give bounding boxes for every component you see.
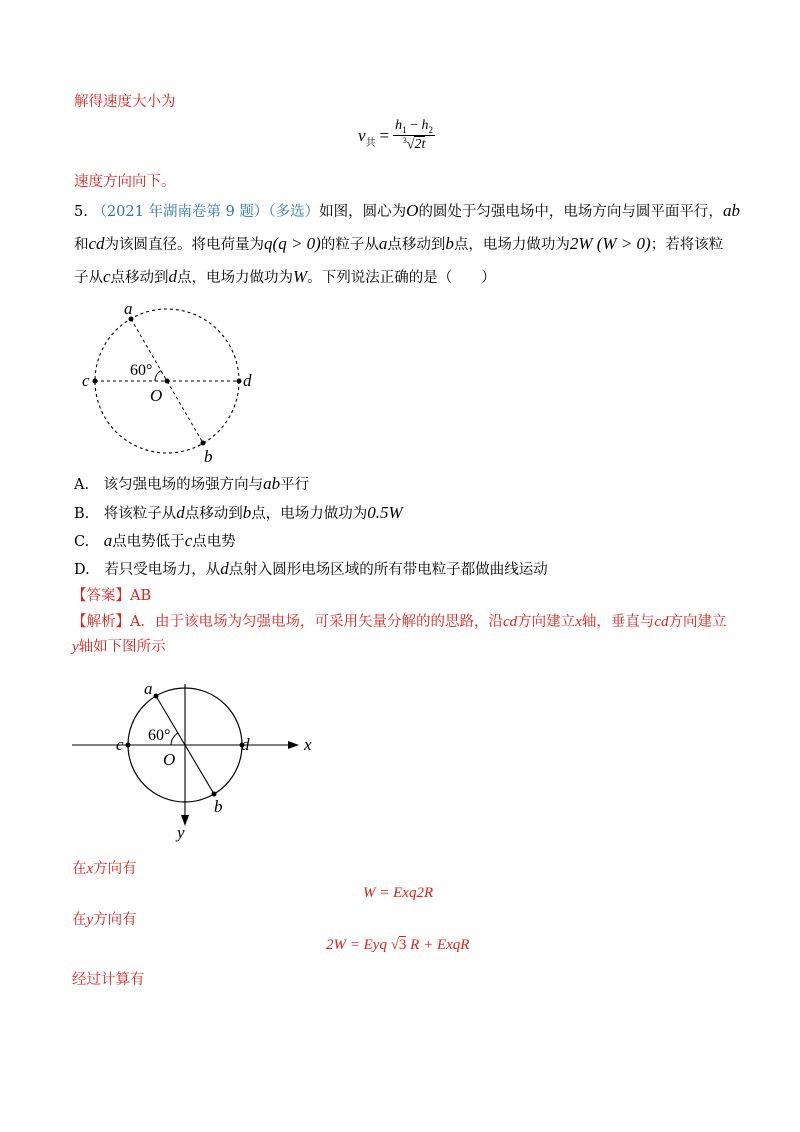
x-axis-arrow: [288, 741, 299, 749]
point-O: [165, 379, 170, 384]
answer: 【答案】AB: [72, 588, 152, 604]
label-c: c: [82, 371, 90, 390]
point-b: [201, 441, 206, 446]
label-O: O: [150, 386, 163, 405]
fraction: $\frac{h_1 - h_2}{^3√2t}$: [395, 118, 434, 153]
label-y: y: [177, 823, 185, 842]
point-c: [126, 743, 131, 748]
point-d: [237, 379, 242, 384]
in-x-direction: 在x方向有: [72, 861, 137, 877]
label-x: x: [304, 735, 312, 754]
in-y-direction: 在y方向有: [72, 912, 137, 928]
figure-1-circle-diagram: [70, 298, 270, 470]
question-source: （2021 年湖南卷第 9 题）（多选）: [92, 204, 320, 220]
solution-text-direction: 速度方向向下。: [74, 174, 176, 190]
analysis-line-1: 【解析】A．由于该电场为匀强电场，可采用矢量分解的的思路，沿cd方向建立x轴，垂直与cd方向建立: [72, 614, 727, 630]
solution-text-speed: 解得速度大小为: [74, 94, 176, 110]
label-a: a: [144, 679, 153, 698]
label-O: O: [163, 750, 176, 769]
option-b: B. 将该粒子从d点移动到b点，电场力做功为0.5W: [74, 503, 403, 522]
point-b: [212, 792, 217, 797]
label-angle: 60°: [130, 362, 153, 379]
equation-1: W = Exq2R: [363, 885, 434, 901]
question-5-line-2: 和cd为该圆直径。将电荷量为q(q > 0)的粒子从a点移动到b点，电场力做功为2W (W > 0)；若将该粒: [74, 234, 724, 253]
label-b: b: [214, 797, 223, 816]
question-number: 5.: [74, 204, 88, 220]
option-d: D. 若只受电场力，从d点射入圆形电场区域的所有带电粒子都做曲线运动: [74, 559, 548, 578]
label-a: a: [124, 299, 133, 318]
point-a: [154, 694, 159, 699]
question-5-line-1: 5. （2021 年湖南卷第 9 题）（多选）如图，圆心为O的圆处于匀强电场中，电场方向与圆平面平行，ab: [74, 201, 740, 220]
equation-2: 2W = Eyq √3 R + ExqR: [326, 937, 470, 953]
point-c: [93, 379, 98, 384]
question-5-line-3: 子从c点移动到d点，电场力做功为W。下列说法正确的是（ ）: [74, 267, 496, 286]
analysis-line-2: y轴如下图所示: [72, 639, 166, 655]
option-c: C. a点电势低于c点电势: [74, 531, 236, 550]
label-c: c: [116, 735, 124, 754]
calculation-text: 经过计算有: [72, 972, 145, 988]
angle-arc: [171, 733, 178, 745]
label-angle: 60°: [148, 727, 171, 744]
label-b: b: [204, 447, 213, 466]
angle-arc: [155, 371, 161, 381]
speed-formula: v 共 = $\frac{h_1 - h_2}{^3√2t}$: [358, 118, 434, 153]
figure-2-coordinate-diagram: [70, 664, 330, 844]
option-a: A. 该匀强电场的场强方向与ab平行: [74, 474, 310, 493]
label-d: d: [241, 735, 250, 754]
label-d: d: [243, 371, 252, 390]
